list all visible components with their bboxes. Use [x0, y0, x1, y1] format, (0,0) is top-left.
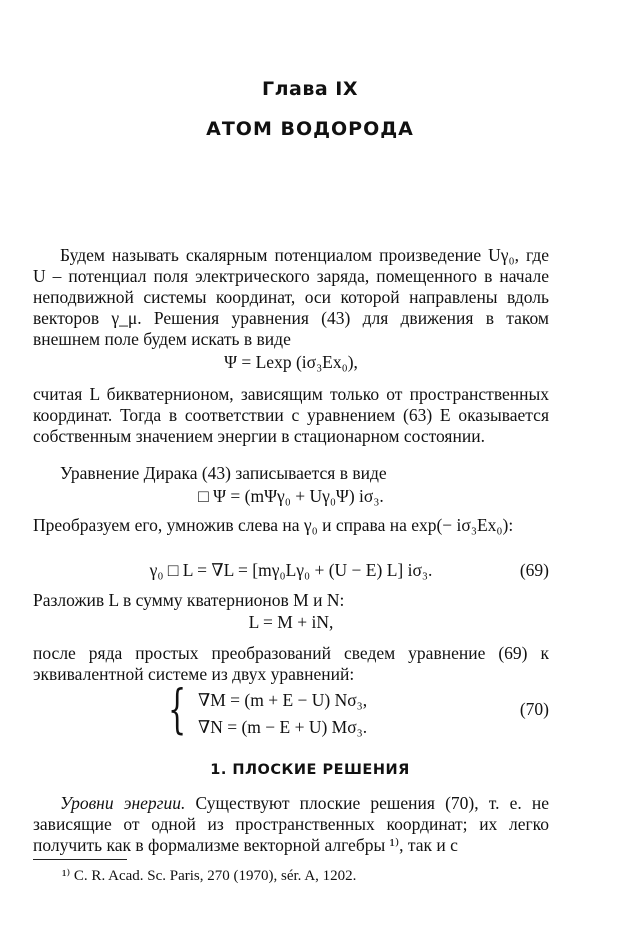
paragraph-7-block — [33, 793, 549, 856]
paragraph-2-block — [33, 384, 549, 447]
equation-69 — [33, 560, 549, 581]
equation-dirac — [33, 486, 549, 507]
equation-70-number: (70) — [519, 699, 549, 719]
paragraph-3: Уравнение Дирака (43) записывается в виде — [60, 463, 387, 483]
paragraph-7 — [33, 793, 549, 856]
paragraph-7-lead: Уровни энергии. — [60, 793, 186, 813]
paragraph-6-block — [33, 643, 549, 685]
equation-69-text: γ₀ □ L = ∇L = [mγ₀Lγ₀ + (U − E) L] iσ₃. — [149, 560, 433, 580]
equation-decomposition-text: L = M + iN, — [248, 612, 334, 632]
paragraph-3-block — [33, 463, 549, 484]
paragraph-1-block — [33, 245, 549, 350]
paragraph-4-block — [33, 515, 549, 536]
paragraph-7-body: Существуют плоские решения (70), т. е. не зависящие от одной из пространственных координат; их легко получить как в формализме векторной алгебры ¹⁾, так и с — [33, 793, 549, 855]
chapter-title: АТОМ ВОДОРОДА — [206, 118, 414, 140]
paragraph-6: после ряда простых преобразований сведем уравнение (69) к эквивалентной системе из двух уравнений: — [33, 643, 549, 684]
paragraph-2: считая L бикватернионом, зависящим только от пространственных координат. Тогда в соответствии с уравнением (63) E оказывается собственным значением энергии в стационарном состоянии. — [33, 384, 549, 446]
footnote-rule — [33, 859, 127, 860]
equation-psi-text: Ψ = Lexp (iσ₃Ex₀), — [224, 352, 358, 372]
footnote: ¹⁾ C. R. Acad. Sc. Paris, 270 (1970), sér. A, 1202. — [62, 868, 357, 884]
paragraph-1: Будем называть скалярным потенциалом произведение Uγ₀, где U – потенциал поля электрического заряда, помещенного в начале неподвижной системы координат, оси которой направлены вдоль векторов γ_μ. Решения уравнения (43) для движения в таком внешнем поле будем искать в виде — [33, 245, 549, 349]
system-brace: { — [168, 680, 187, 740]
paragraph-5-block — [33, 590, 549, 611]
equation-decomposition — [33, 612, 549, 633]
paragraph-4: Преобразуем его, умножив слева на γ₀ и справа на exp(− iσ₃Ex₀): — [33, 515, 514, 535]
equation-dirac-text: □ Ψ = (mΨγ₀ + Uγ₀Ψ) iσ₃. — [198, 486, 384, 506]
equation-psi — [33, 352, 549, 373]
chapter-label: Глава IX — [261, 78, 359, 100]
equation-69-number: (69) — [519, 560, 549, 580]
paragraph-5: Разложив L в сумму кватернионов M и N: — [33, 590, 345, 610]
section-title: 1. ПЛОСКИЕ РЕШЕНИЯ — [210, 762, 410, 778]
equation-70-line-1: ∇M = (m + E − U) Nσ₃, — [198, 690, 368, 710]
equation-70-line-2: ∇N = (m − E + U) Mσ₃. — [198, 717, 368, 737]
